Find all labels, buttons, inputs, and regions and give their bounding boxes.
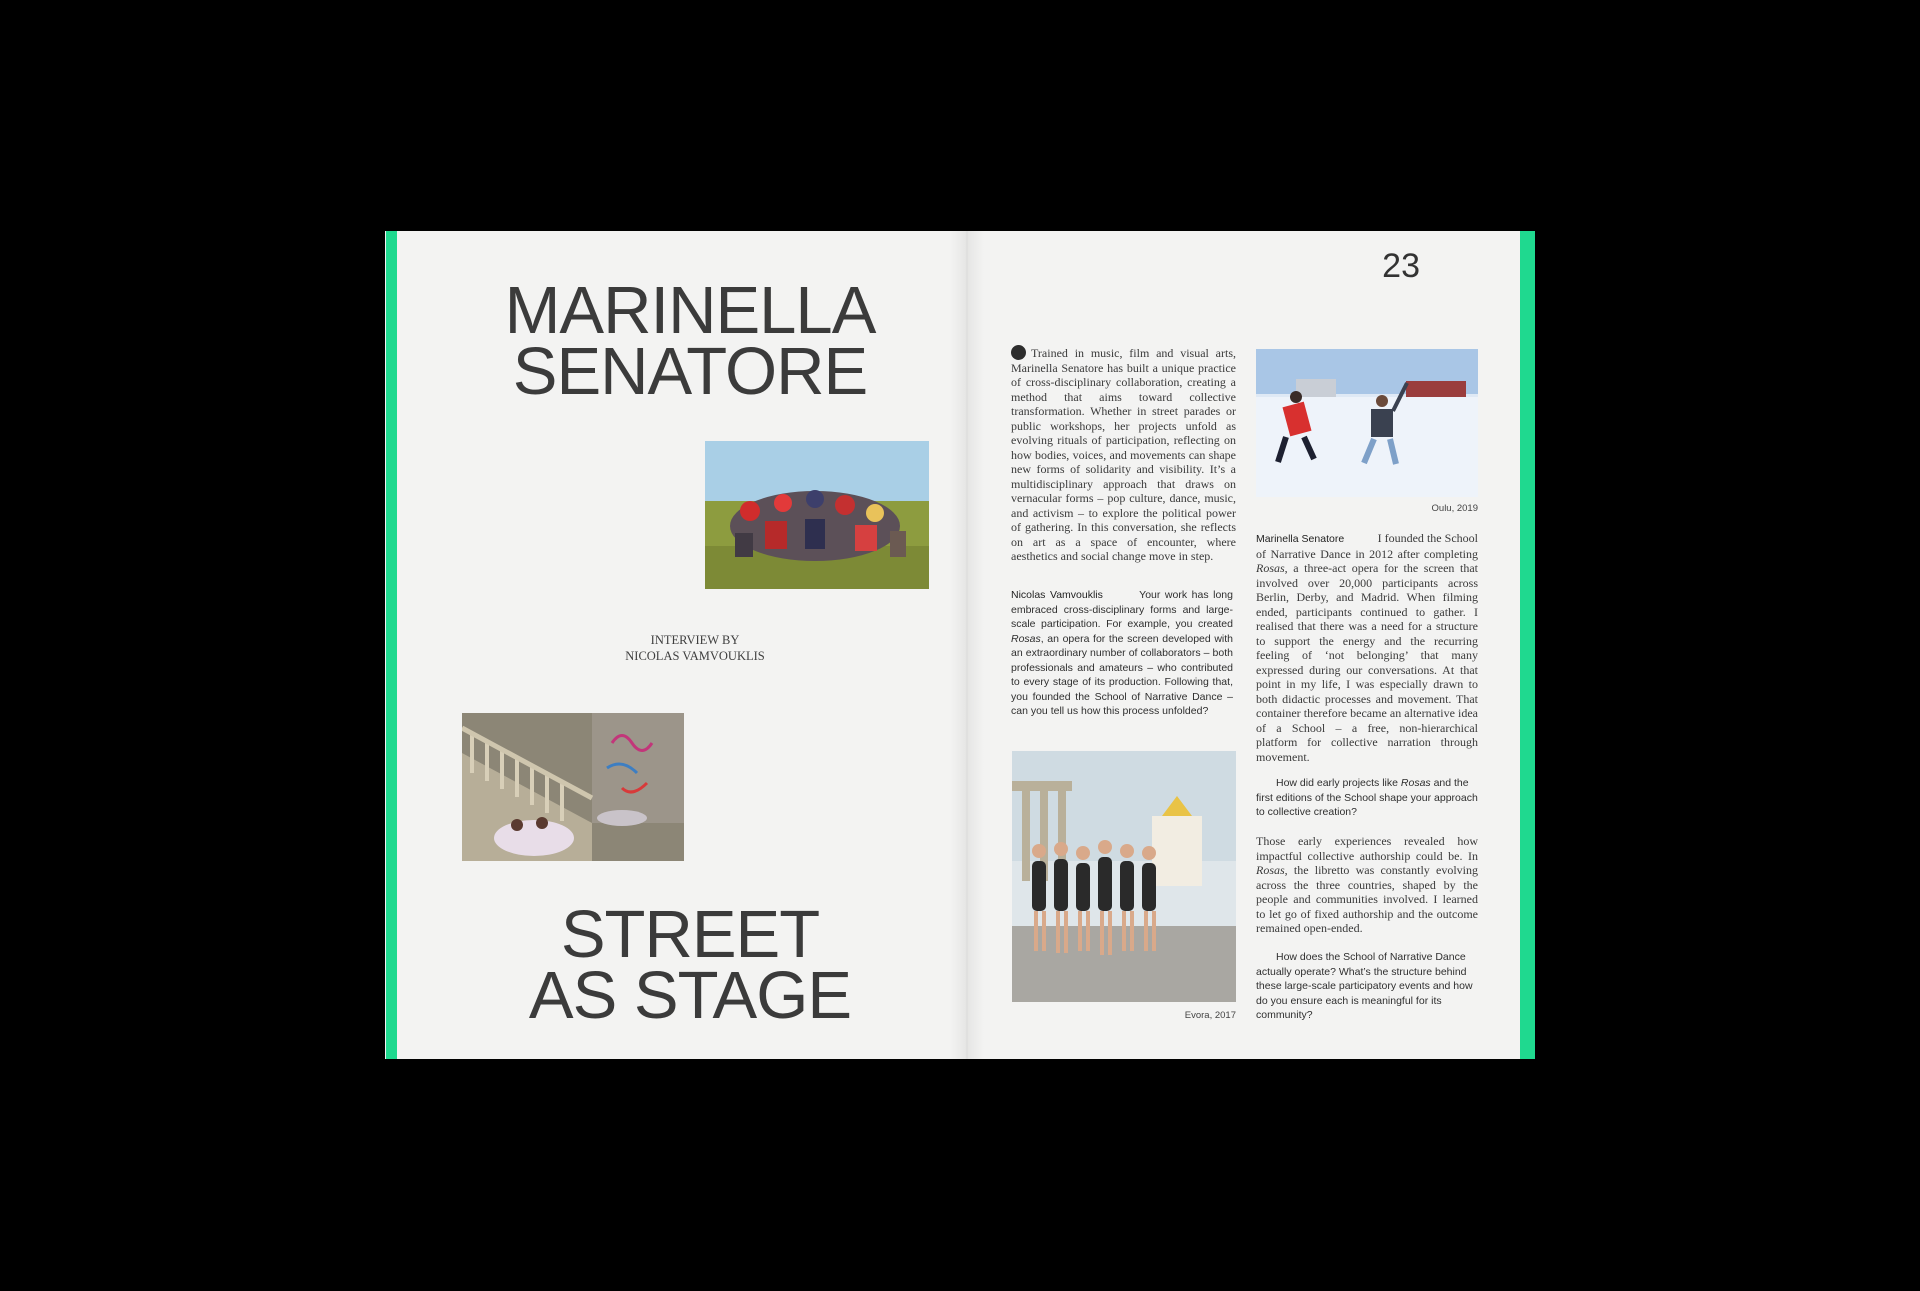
page-title — [430, 273, 950, 409]
q1-italic: Rosas — [1011, 632, 1041, 645]
caption-oulu: Oulu, 2019 — [1431, 503, 1478, 514]
a2-after: , the libretto was constantly evolving across the three countries, shaped by the people and communities involved. I learned to let go of fixed authorship and the outcome remained open-ended. — [1256, 863, 1478, 935]
cover-edge-left — [386, 231, 397, 1059]
a1-text-before: I founded the School of Narrative Dance in 2012 after completing — [1256, 531, 1479, 561]
answer-2 — [1256, 834, 1478, 936]
subtitle — [430, 897, 950, 1033]
intro-paragraph — [1011, 345, 1236, 564]
q1-text-after: , an opera for the screen developed with an extraordinary number of collaborators – both professionals and amateurs – who contributed to every stage of its production. Following that, you founded the School of Narrative Dance – can you tell us how this process unfolded? — [1011, 632, 1233, 717]
a1-speaker: Marinella Senatore — [1256, 533, 1345, 545]
subtitle-line-1: STREET — [560, 897, 820, 972]
title-line-1: MARINELLA — [504, 273, 876, 348]
byline — [520, 632, 870, 664]
q2-before: How did early projects like — [1276, 777, 1401, 789]
photo-stairs-graffiti — [462, 713, 684, 861]
subtitle-line-2: AS STAGE — [528, 958, 852, 1033]
q1-text-before: Your work has long embraced cross-disciplinary forms and large-scale participation. For example, you created — [1011, 589, 1233, 630]
byline-line-1: INTERVIEW BY — [650, 633, 740, 647]
caption-evora: Evora, 2017 — [1184, 1010, 1236, 1021]
a1-text-after: , a three-act opera for the screen that involved over 20,000 participants across Berlin, Derby, and Madrid. When filming ended, participants continued to gather. I realised that there was a need for a structure to support the energy and the recurring feeling of ‘not belonging’ that many expressed during our conversations. At that point in my life, I was especially drawn to both didactic processes and movement. That container therefore became an alternative idea of a School – a free, non-hierarchical platform for collective narration through movement. — [1256, 561, 1478, 764]
question-2 — [1256, 776, 1478, 820]
photo-crowd-field — [705, 441, 929, 589]
question-1 — [1011, 588, 1233, 719]
a2-italic: Rosas — [1256, 863, 1285, 877]
answer-1 — [1256, 531, 1478, 764]
photo-oulu-snow — [1256, 349, 1478, 497]
cover-edge-right — [1520, 231, 1535, 1059]
intro-text: Trained in music, film and visual arts, Marinella Senatore has built a unique practice of cross-disciplinary collaboration, creating a method that aims toward collective transformation. Whether in street parades or public workshops, her projects unfold as evolving rituals of participation, reflecting on how bodies, voices, and movements can shape new forms of solidarity and visibility. It’s a multidisciplinary approach that draws on vernacular forms – pop culture, dance, music, and activism – to explore the political power of gathering. In this conversation, she reflects on art as a space of encounter, where aesthetics and social change move in step. — [1011, 346, 1236, 563]
bullet-icon — [1011, 345, 1026, 360]
q2-italic: Rosas — [1400, 777, 1431, 789]
q2-after: and the first editions of the School shape your approach to collective creation? — [1256, 777, 1478, 818]
title-line-2: SENATORE — [512, 334, 868, 409]
question-3: How does the School of Narrative Dance actually operate? What’s the structure behind these large-scale participatory events and how do you ensure each is meaningful for its community? — [1256, 951, 1473, 1021]
book-gutter — [950, 231, 984, 1059]
page-number: 23 — [1382, 247, 1420, 285]
a2-before: Those early experiences revealed how impactful collective authorship could be. In — [1256, 834, 1478, 863]
photo-evora-dancers — [1012, 751, 1236, 1002]
q1-speaker: Nicolas Vamvouklis — [1011, 589, 1103, 601]
byline-line-2: NICOLAS VAMVOUKLIS — [625, 649, 765, 663]
a1-italic: Rosas — [1256, 561, 1285, 575]
